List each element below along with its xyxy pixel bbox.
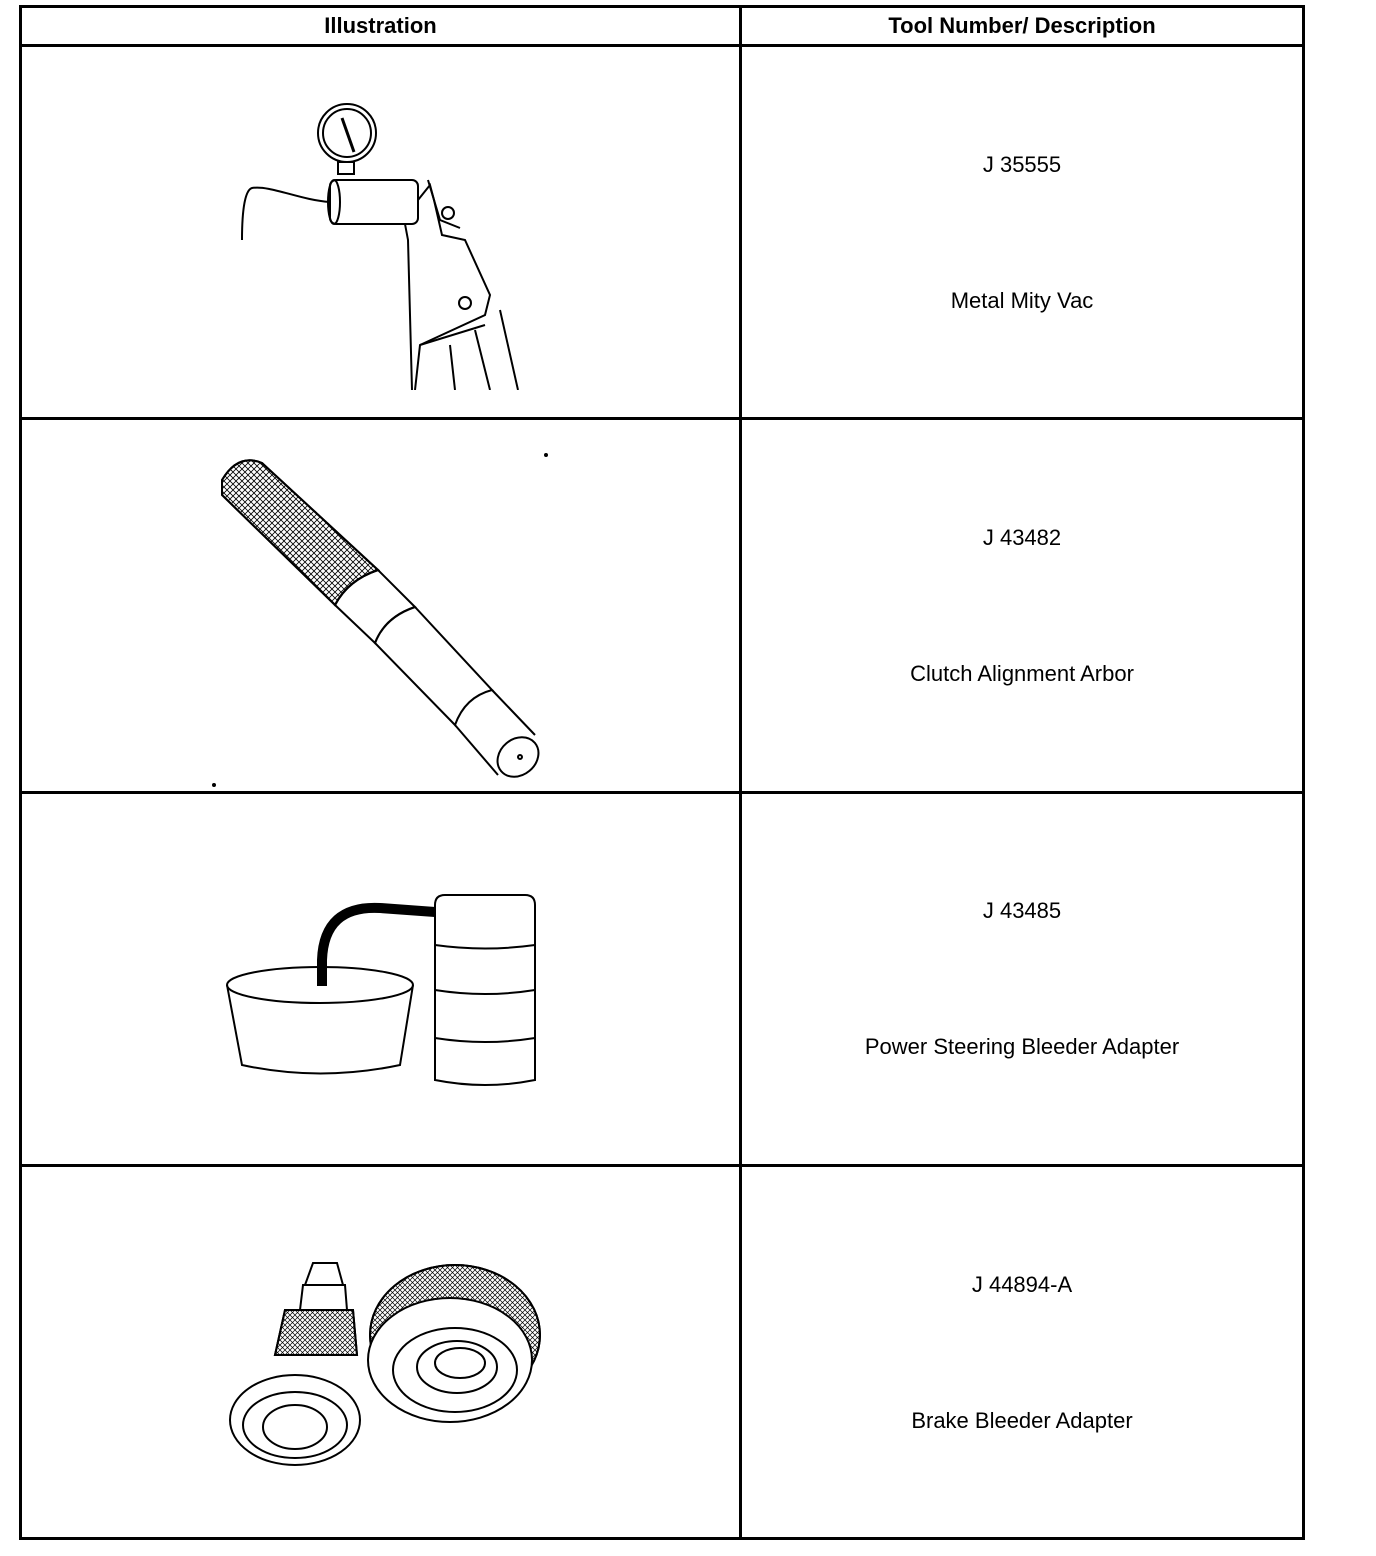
header-tool-number: Tool Number/ Description — [888, 13, 1156, 38]
tool-description: Clutch Alignment Arbor — [910, 661, 1134, 686]
header-divider — [19, 44, 1305, 47]
tool-description: Power Steering Bleeder Adapter — [864, 1034, 1180, 1059]
column-divider — [739, 5, 742, 1540]
tool-number: J 44894-A — [971, 1272, 1073, 1297]
alignment-arbor-icon — [200, 445, 560, 790]
vacuum-pump-icon — [230, 100, 530, 390]
tool-description: Metal Mity Vac — [950, 288, 1094, 313]
tool-number: J 43485 — [982, 898, 1062, 923]
tool-number: J 35555 — [982, 152, 1062, 177]
brake-bleeder-adapter-icon — [225, 1255, 545, 1470]
header-illustration: Illustration — [324, 13, 437, 38]
row-divider — [19, 791, 1305, 794]
row-divider — [19, 417, 1305, 420]
row-divider — [19, 1164, 1305, 1167]
tool-number: J 43482 — [982, 525, 1062, 550]
tool-description: Brake Bleeder Adapter — [911, 1408, 1133, 1433]
bleeder-adapter-icon — [220, 890, 540, 1090]
